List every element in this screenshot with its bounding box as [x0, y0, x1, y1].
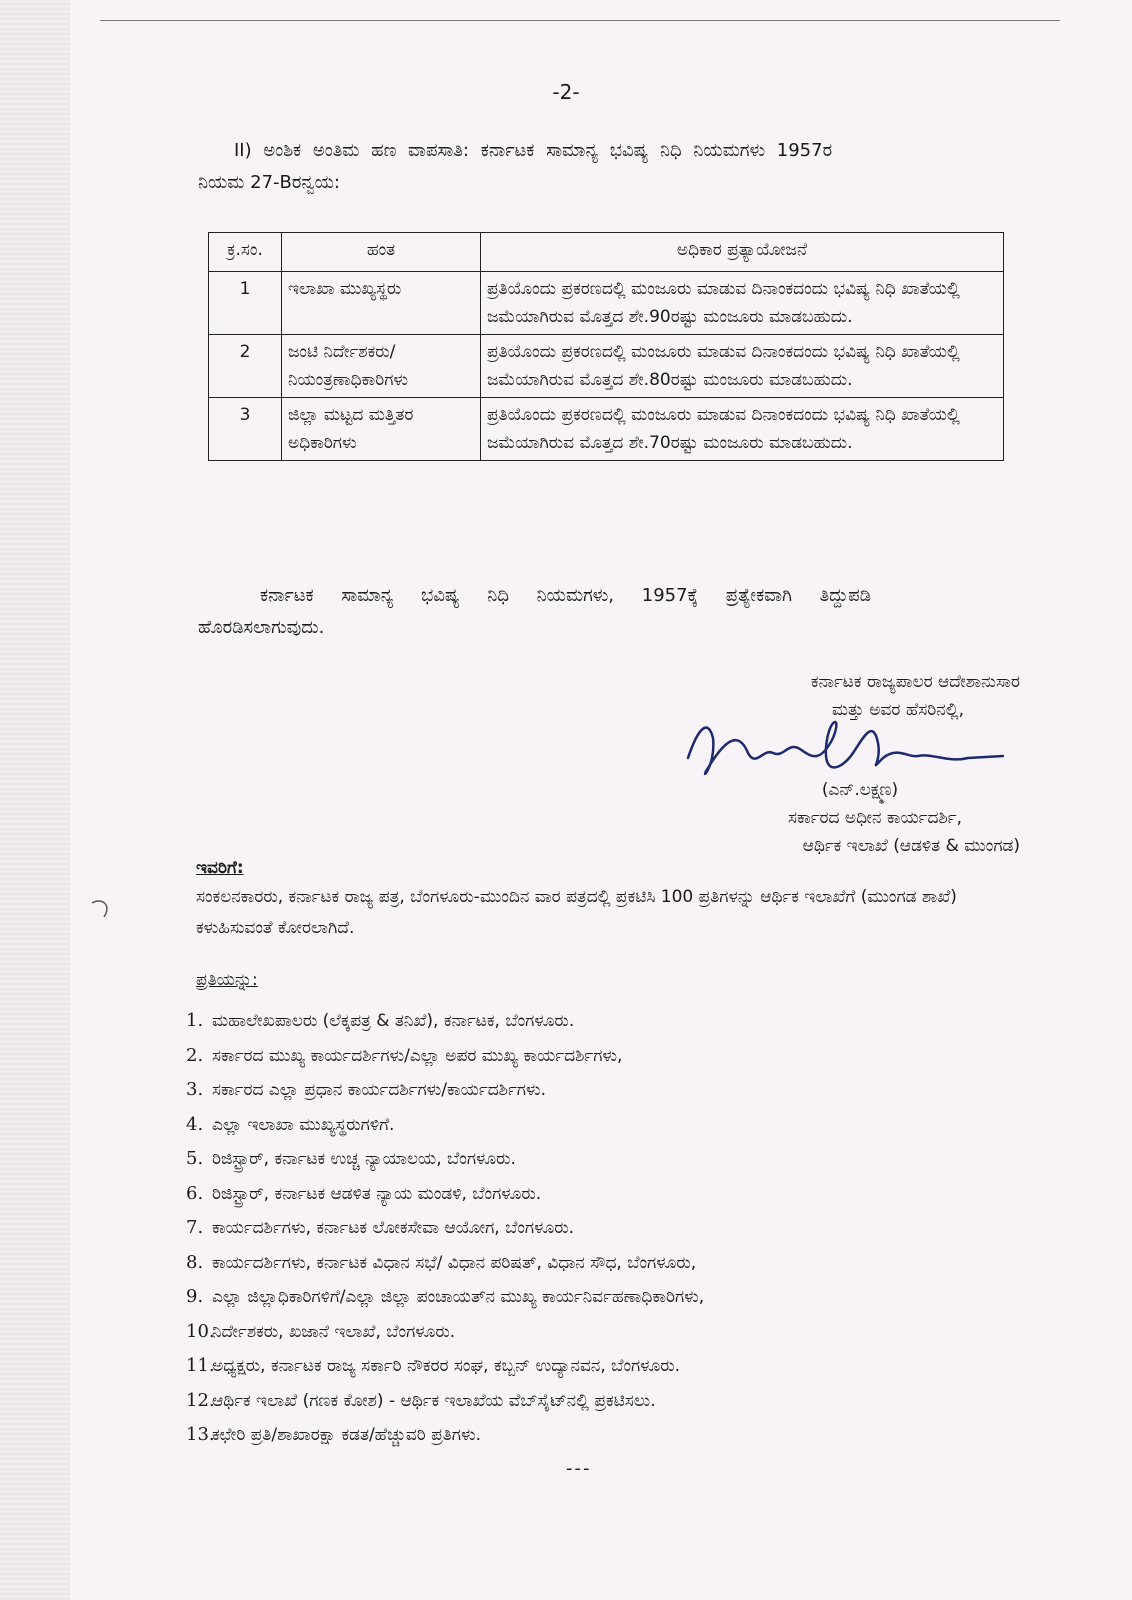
rules-note-line1: ಕರ್ನಾಟಕ ಸಾಮಾನ್ಯ ಭವಿಷ್ಯ ನಿಧಿ ನಿಯಮಗಳು, 1957ಕ್ಕೆ ಪ್ರತ್ಯೇಕವಾಗಿ ತಿದ್ದುಪಡಿ [260, 585, 872, 606]
cell-stage: ಜಂಟಿ ನಿರ್ದೇಶಕರು/ ನಿಯಂತ್ರಣಾಧಿಕಾರಿಗಳು [282, 335, 481, 398]
handwritten-signature [668, 708, 1008, 788]
list-item: 6. ರಿಜಿಸ್ಟ್ರಾರ್, ಕರ್ನಾಟಕ ಆಡಳಿತ ನ್ಯಾಯ ಮಂಡಳಿ, ಬೆಂಗಳೂರು. [186, 1182, 542, 1204]
recipients-text: ಸಂಕಲನಕಾರರು, ಕರ್ನಾಟಕ ರಾಜ್ಯ ಪತ್ರ, ಬೆಂಗಳೂರು-ಮುಂದಿನ ವಾರ ಪತ್ರದಲ್ಲಿ ಪ್ರಕಟಿಸಿ 100 ಪ್ರತಿಗಳನ್ನು ಆರ್ಥಿಕ ಇಲಾಖೆಗೆ (ಮುಂಗಡ ಶಾಖೆ) ಕಳುಹಿಸುವಂತೆ ಕೋರಲಾಗಿದೆ. [196, 887, 957, 938]
cell-power: ಪ್ರತಿಯೊಂದು ಪ್ರಕರಣದಲ್ಲಿ ಮಂಜೂರು ಮಾಡುವ ದಿನಾಂಕದಂದು ಭವಿಷ್ಯ ನಿಧಿ ಖಾತೆಯಲ್ಲಿ ಜಮೆಯಾಗಿರುವ ಮೊತ್ತದ ಶೇ.80ರಷ್ಟು ಮಂಜೂರು ಮಾಡಬಹುದು. [481, 335, 1004, 398]
list-item: 1. ಮಹಾಲೇಖಪಾಲರು (ಲೆಕ್ಕಪತ್ರ & ತನಿಖೆ), ಕರ್ನಾಟಕ, ಬೆಂಗಳೂರು. [186, 1010, 575, 1031]
list-item: 11.ಅಧ್ಯಕ್ಷರು, ಕರ್ನಾಟಕ ರಾಜ್ಯ ಸರ್ಕಾರಿ ನೌಕರರ ಸಂಘ, ಕಬ್ಬನ್ ಉದ್ಯಾನವನ, ಬೆಂಗಳೂರು. [186, 1355, 681, 1376]
list-item: 2. ಸರ್ಕಾರದ ಮುಖ್ಯ ಕಾರ್ಯದರ್ಶಿಗಳು/ಎಲ್ಲಾ ಅಪರ ಮುಖ್ಯ ಕಾರ್ಯದರ್ಶಿಗಳು, [186, 1044, 623, 1066]
col-header-sno: ಕ್ರ.ಸಂ. [209, 233, 282, 272]
table-row [209, 272, 1004, 335]
list-item: 9. ಎಲ್ಲಾ ಜಿಲ್ಲಾಧಿಕಾರಿಗಳಿಗೆ/ಎಲ್ಲಾ ಜಿಲ್ಲಾ ಪಂಚಾಯತ್‌ನ ಮುಖ್ಯ ಕಾರ್ಯನಿರ್ವಹಣಾಧಿಕಾರಿಗಳು, [186, 1286, 705, 1307]
table-row [209, 335, 1004, 398]
end-mark: --- [566, 1458, 592, 1479]
col-header-stage: ಹಂತ [282, 233, 481, 272]
page-number: -2- [552, 80, 580, 104]
copies-list [186, 1004, 1046, 1453]
signature-order-line: ಕರ್ನಾಟಕ ರಾಜ್ಯಪಾಲರ ಆದೇಶಾನುಸಾರ [810, 672, 1020, 692]
section-heading-line2: ನಿಯಮ 27-Bರನ್ವಯ: [198, 172, 340, 193]
cell-stage: ಜಿಲ್ಲಾ ಮಟ್ಟದ ಮತ್ತಿತರ ಅಧಿಕಾರಿಗಳು [282, 398, 481, 461]
list-item: 5. ರಿಜಿಸ್ಟ್ರಾರ್, ಕರ್ನಾಟಕ ಉಚ್ಚ ನ್ಯಾಯಾಲಯ, ಬೆಂಗಳೂರು. [186, 1148, 516, 1169]
list-item: 12.ಆರ್ಥಿಕ ಇಲಾಖೆ (ಗಣಕ ಕೋಶ) - ಆರ್ಥಿಕ ಇಲಾಖೆಯ ವೆಬ್‌ಸೈಟ್‌ನಲ್ಲಿ ಪ್ರಕಟಿಸಲು. [186, 1389, 656, 1411]
signatory-name: (ಎನ್.ಲಕ್ಷ್ಮಣ) [821, 780, 899, 800]
cell-power: ಪ್ರತಿಯೊಂದು ಪ್ರಕರಣದಲ್ಲಿ ಮಂಜೂರು ಮಾಡುವ ದಿನಾಂಕದಂದು ಭವಿಷ್ಯ ನಿಧಿ ಖಾತೆಯಲ್ಲಿ ಜಮೆಯಾಗಿರುವ ಮೊತ್ತದ ಶೇ.70ರಷ್ಟು ಮಂಜೂರು ಮಾಡಬಹುದು. [481, 398, 1004, 461]
pen-mark [88, 895, 118, 925]
recipients-heading: ಇವರಿಗೆ: [196, 858, 244, 878]
list-item: 4. ಎಲ್ಲಾ ಇಲಾಖಾ ಮುಖ್ಯಸ್ಥರುಗಳಿಗೆ. [186, 1113, 395, 1135]
col-header-power: ಅಧಿಕಾರ ಪ್ರತ್ಯಾಯೋಜನೆ [481, 233, 1004, 272]
list-item: 3. ಸರ್ಕಾರದ ಎಲ್ಲಾ ಪ್ರಧಾನ ಕಾರ್ಯದರ್ಶಿಗಳು/ಕಾರ್ಯದರ್ಶಿಗಳು. [186, 1079, 547, 1100]
section-heading [198, 135, 1018, 199]
list-item: 8. ಕಾರ್ಯದರ್ಶಿಗಳು, ಕರ್ನಾಟಕ ವಿಧಾನ ಸಭೆ/ ವಿಧಾನ ಪರಿಷತ್, ವಿಧಾನ ಸೌಧ, ಬೆಂಗಳೂರು, [186, 1251, 697, 1273]
signatory-department: ಆರ್ಥಿಕ ಇಲಾಖೆ (ಆಡಳಿತ & ಮುಂಗಡ) [802, 836, 1020, 856]
rules-note [198, 580, 1018, 644]
list-item: 10.ನಿರ್ದೇಶಕರು, ಖಜಾನೆ ಇಲಾಖೆ, ಬೆಂಗಳೂರು. [186, 1320, 456, 1342]
cell-sno: 1 [209, 272, 282, 335]
cell-sno: 2 [209, 335, 282, 398]
list-item: 13.ಕಛೇರಿ ಪ್ರತಿ/ಶಾಖಾರಕ್ಷಾ ಕಡತ/ಹೆಚ್ಚುವರಿ ಪ್ರತಿಗಳು. [186, 1424, 482, 1445]
delegation-table [208, 232, 1004, 461]
section-heading-line1: II) ಅಂಶಿಕ ಅಂತಿಮ ಹಣ ವಾಪಸಾತಿ: ಕರ್ನಾಟಕ ಸಾಮಾನ್ಯ ಭವಿಷ್ಯ ನಿಧಿ ನಿಯಮಗಳು 1957ರ [234, 140, 833, 161]
table-row [209, 398, 1004, 461]
signatory-designation: ಸರ್ಕಾರದ ಅಧೀನ ಕಾರ್ಯದರ್ಶಿ, [788, 808, 962, 828]
scan-edge [0, 0, 70, 1600]
copies-heading: ಪ್ರತಿಯನ್ನು: [196, 970, 258, 990]
top-rule [100, 20, 1060, 21]
cell-stage: ಇಲಾಖಾ ಮುಖ್ಯಸ್ಥರು [282, 272, 481, 335]
rules-note-line2: ಹೊರಡಿಸಲಾಗುವುದು. [198, 617, 325, 638]
cell-sno: 3 [209, 398, 282, 461]
signature-name-line: ಮತ್ತು ಅವರ ಹೆಸರಿನಲ್ಲಿ, [831, 700, 964, 720]
cell-power: ಪ್ರತಿಯೊಂದು ಪ್ರಕರಣದಲ್ಲಿ ಮಂಜೂರು ಮಾಡುವ ದಿನಾಂಕದಂದು ಭವಿಷ್ಯ ನಿಧಿ ಖಾತೆಯಲ್ಲಿ ಜಮೆಯಾಗಿರುವ ಮೊತ್ತದ ಶೇ.90ರಷ್ಟು ಮಂಜೂರು ಮಾಡಬಹುದು. [481, 272, 1004, 335]
table-header-row [209, 233, 1004, 272]
list-item: 7. ಕಾರ್ಯದರ್ಶಿಗಳು, ಕರ್ನಾಟಕ ಲೋಕಸೇವಾ ಆಯೋಗ, ಬೆಂಗಳೂರು. [186, 1217, 574, 1238]
